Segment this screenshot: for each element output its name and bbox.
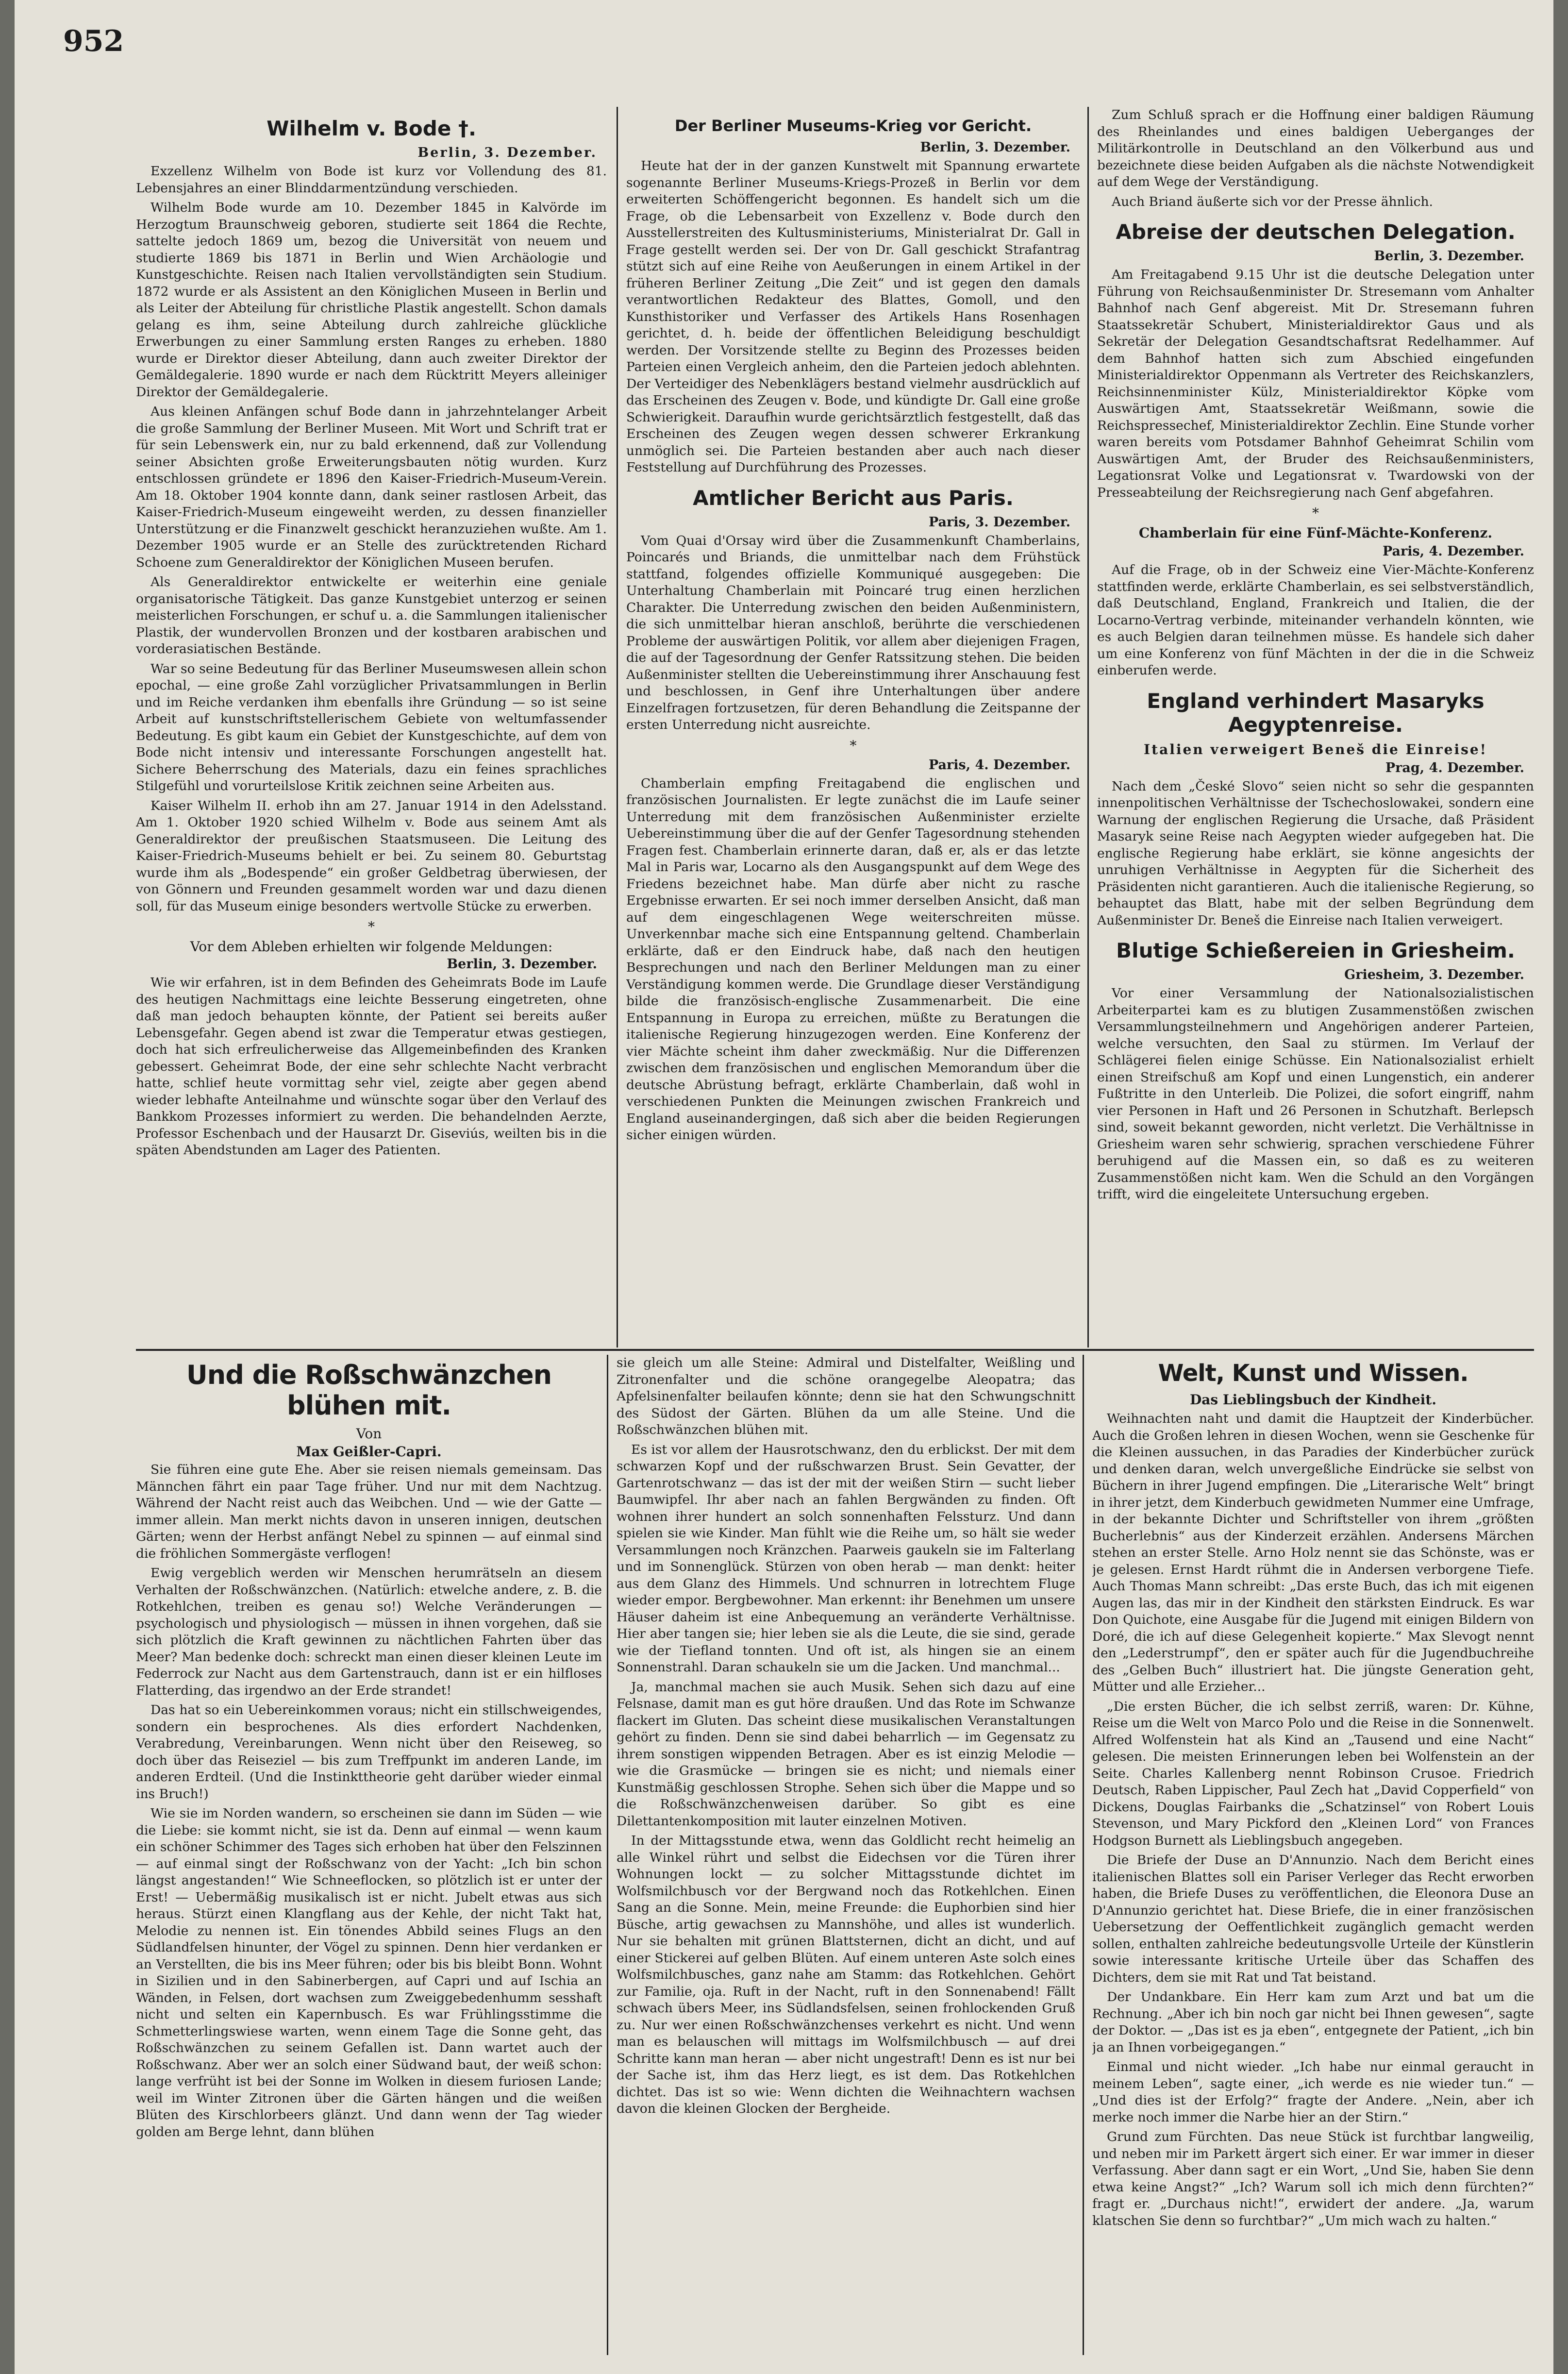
article-paragraph: Das hat so ein Uebereinkommen voraus; nicht ein stillschweigendes, sondern ein besprochenes. Als dies erfordert Nachdenken, Verabredung, Vereinbarungen. Wenn nicht über den Reiseweg, so doch über das Reiseziel — bis zum Treffpunkt im anderen Lande, im anderen Erdteil. (Und die Instinkttheorie geht darüber wieder einmal ins Bruch!) bbox=[136, 1702, 602, 1802]
feuilleton-author: Max Geißler-Capri. bbox=[296, 1444, 442, 1460]
griesheim-headline: Blutige Schießereien in Griesheim. bbox=[1116, 939, 1515, 962]
feuilleton-column-1 bbox=[136, 1355, 602, 2355]
article-paragraph: Kaiser Wilhelm II. erhob ihn am 27. Januar 1914 in den Adelsstand. Am 1. Oktober 1920 schied Wilhelm v. Bode aus seinem Amt als Generaldirektor der preußischen Staatsmuseen. Die Leitung des Kaiser-Friedrich-Museums behielt er bei. Zu seinem 80. Geburtstag wurde ihm als „Bodespende“ ein großer Geldbetrag überwiesen, der von Gönnern und Freunden gesammelt worden war und dazu dienen soll, für das Museum einige besonders wertvolle Stücke zu erwerben. bbox=[136, 798, 607, 914]
article-paragraph: In der Mittagsstunde etwa, wenn das Goldlicht recht heimelig an alle Winkel rührt und selbst die Eidechsen vor die Türen ihrer Wohnungen lockt — zu solcher Mittagsstunde dichtet im Wolfsmilchbusch vor der Bergwand noch das Rotkehlchen. Einen Sang an die Sonne. Mein, meine Freunde: die Euphorbien sind hier Büsche, artig gewachsen zu Mannshöhe, und alles ist wunderlich. Nur sie behalten mit grünen Blattsternen, dicht an dicht, und auf einer Stickerei auf gelben Blüten. Auf einem unteren Aste solch eines Wolfsmilchbusches, ganz nahe am Stamm: das Rotkehlchen. Gehört zur Familie, oja. Ruft in der Nacht, ruft in den Sonnenabend! Fällt schwach übers Meer, ins Südlandsfelsen, seinen frohlockenden Gruß zu. Nur wer einen Roßschwänzchenses verkehrt es nicht. Und wenn man es belauschen will mittags im Wolfsmilchbusch — auf drei Schritte kann man heran — aber nicht ungestraft! Denn es ist nur bei der Sache ist, ihm das Herz liegt, es ist dem. Das Rotkehlchen dichtet. Das ist so wie: Wenn dichten die Weihnachtern wachsen davon die kleinen Glocken der Bergheide. bbox=[617, 1833, 1075, 2116]
abreise-dateline: Berlin, 3. Dezember. bbox=[1374, 249, 1524, 264]
article-paragraph: Auch Briand äußerte sich vor der Presse ähnlich. bbox=[1112, 194, 1433, 209]
article-paragraph: Weihnachten naht und damit die Hauptzeit der Kinderbücher. Auch die Großen lehren in diesen Wochen, wenn sie Geschenke für die Kleinen aussuchen, in das Paradies der Kinderbücher zurück und denken daran, welch unvergeßliche Eindrücke sie selbst von Büchern in ihrer Jugend empfingen. Die „Literarische Welt“ bringt in ihrer jetzt, dem Kinderbuch gewidmeten Nummer eine Umfrage, in der bekannte Dichter und Schriftsteller von ihrem „größten Bucherlebnis“ aus der Kinderzeit erzählen. Andersens Märchen stehen an erster Stelle. Arno Holz nennt sie das Schönste, was er je gelesen. Ernst Hardt rühmt die in Andersen verborgene Tiefe. Auch Thomas Mann schreibt: „Das erste Buch, das ich mit eigenen Augen las, das mir in der Kindheit den stärksten Eindruck. Es war Don Quichote, eine Ausgabe für die Jugend mit einigen Bildern von Doré, die ich auf diese Gelegenheit kopierte.“ Max Slevogt nennt den „Lederstrumpf“, den er später auch für die Jugendbuchreihe des „Gelben Buch“ illustriert hat. Die jüngste Generation geht, Mütter und alle Erzieher... bbox=[1092, 1411, 1534, 1694]
paris-dateline-2: Paris, 4. Dezember. bbox=[928, 757, 1070, 773]
section-star: * bbox=[368, 919, 375, 935]
article-paragraph: Vor einer Versammlung der Nationalsozialistischen Arbeiterpartei kam es zu blutigen Zusammenstößen zwischen Versammlungsteilnehmern und Angehörigen anderer Parteien, welche versuchten, den Saal zu stürmen. Im Verlauf der Schlägerei fielen einige Schüsse. Ein Nationalsozialist erhielt einen Streifschuß am Kopf und einen Lungenstich, ein anderer Fußtritte in den Unterleib. Die Polizei, die sofort eingriff, nahm vier Personen in Haft und 26 Personen in Schutzhaft. Berlepsch sind, soweit bekannt geworden, nicht verletzt. Die Verhältnisse in Griesheim waren sehr schwierig, sprachen verschiedene Führer beruhigend auf die Massen ein, so daß es zu weiteren Zusammenstößen nicht kam. Wen die Schuld an den Vorgängen trifft, wird die eingeleitete Untersuchung ergeben. bbox=[1097, 986, 1534, 1202]
column-rule bbox=[1087, 107, 1089, 1347]
middle-column bbox=[626, 107, 1080, 1345]
article-paragraph: Wie wir erfahren, ist in dem Befinden des Geheimrats Bode im Laufe des heutigen Nachmittags eine leichte Besserung eingetreten, ohne daß man jedoch behaupten könnte, der Patient sei bereits außer Lebensgefahr. Gegen abend ist zwar die Temperatur etwas gestiegen, doch hat sich erfreulicherweise das Allgemeinbefinden des Kranken gebessert. Geheimrat Bode, der eine sehr schlechte Nacht verbracht hatte, schlief heute vormittag sehr viel, zeigte aber gegen abend wieder lebhafte Anteilnahme und wünschte sogar über den Verlauf des Bankkom Prozesses informiert zu werden. Die behandelnden Aerzte, Professor Eschenbach und der Hausarzt Dr. Giseviús, weilten bis in die späten Abendstunden am Lager des Patienten. bbox=[136, 975, 607, 1158]
section-star: * bbox=[1312, 505, 1319, 521]
abreise-subheading: Chamberlain für eine Fünf-Mächte-Konferenz. bbox=[1138, 525, 1493, 541]
column-rule bbox=[617, 107, 618, 1347]
column-rule bbox=[607, 1355, 608, 2355]
welt-headline: Welt, Kunst und Wissen. bbox=[1158, 1360, 1468, 1387]
paris-headline: Amtlicher Bericht aus Paris. bbox=[693, 486, 1014, 510]
article-paragraph: Sie führen eine gute Ehe. Aber sie reisen niemals gemeinsam. Das Männchen fährt ein paar Tage früher. Und nur mit dem Nachtzug. Während der Nacht reist auch das Weibchen. Und — wie der Gatte — immer allein. Man merkt nichts davon in unseren innigen, deutschen Gärten; wenn der Herbst anfängt Nebel zu spinnen — auf einmal sind die fröhlichen Sommergäste verflogen! bbox=[136, 1462, 602, 1561]
article-paragraph: Einmal und nicht wieder. „Ich habe nur einmal geraucht in meinem Leben“, sagte einer, „ich werde es nie wieder tun.“ — „Und dies ist der Erfolg?“ fragte der Andere. „Nein, aber ich merke noch immer die Narbe hier an der Stirn.“ bbox=[1092, 2059, 1534, 2125]
bode-headline: Wilhelm v. Bode †. bbox=[267, 117, 476, 140]
article-paragraph: Ja, manchmal machen sie auch Musik. Sehen sich dazu auf eine Felsnase, damit man es gut höre draußen. Und das Rote im Schwanze flackert im Gluten. Das scheint diese musikalischen Veranstaltungen gehört zu finden. Denn sie sind dabei beharrlich — im Gegensatz zu ihrem sonstigen wippenden Betragen. Aber es ist einzig Melodie — wie die Grasmücke — bringen sie es nicht; und niemals einer Kunstmäßig geschlossen Strophe. Sehen sich über die Mappe und so die Roßschwänzchenweisen darüber. So gibt es eine Dilettantenkomposition mit lauter einzelnen Motiven. bbox=[617, 1679, 1075, 1829]
right-column bbox=[1097, 107, 1534, 1345]
article-paragraph: Nach dem „České Slovo“ seien nicht so sehr die gespannten innenpolitischen Verhältnisse der Tschechoslowakei, sondern eine Warnung der englischen Regierung die Ursache, daß Präsident Masaryk seine Reise nach Aegypten wieder aufgegeben hat. Die englische Regierung habe erklärt, sie könne angesichts der unruhigen Verhältnisse in Aegypten für die Sicherheit des Präsidenten nicht garantieren. Auch die italienische Regierung, so behauptet das Blatt, habe mit der selben Begründung dem Außenminister Dr. Beneš die Einreise nach Italien verweigert. bbox=[1097, 778, 1534, 928]
article-paragraph: Als Generaldirektor entwickelte er weiterhin eine geniale organisatorische Tätigkeit. Das ganze Kunstgebiet unterzog er seinen meisterlichen Forschungen, er schuf u. a. die Sammlungen italienischer Plastik, der wundervollen Bronzen und der kostbaren arabischen und vorderasiatischen Bestände. bbox=[136, 574, 607, 657]
article-paragraph: Exzellenz Wilhelm von Bode ist kurz vor Vollendung des 81. Lebensjahres an einer Blinddarmentzündung verschieden. bbox=[136, 164, 607, 196]
feuilleton-column-2 bbox=[617, 1355, 1075, 2355]
abreise-headline: Abreise der deutschen Delegation. bbox=[1116, 220, 1516, 244]
article-paragraph: Wilhelm Bode wurde am 10. Dezember 1845 in Kalvörde im Herzogtum Braunschweig geboren, studierte seit 1864 die Rechte, sattelte jedoch 1869 um, bezog die Universität von neuem und studierte 1869 bis 1871 in Berlin und Wien Archäologie und Kunstgeschichte. Reisen nach Italien vervollständigten sein Studium. 1872 wurde er als Assistent an den Königlichen Museen in Berlin und als Leiter der Abteilung für christliche Plastik angestellt. Schon damals gelang es ihm, seine Abteilung durch zahlreiche glückliche Erwerbungen zu einer Sammlung ersten Ranges zu erheben. 1880 wurde er Direktor dieser Abteilung, dann auch zweiter Direktor der Gemäldegalerie. 1890 wurde er nach dem Rücktritt Meyers alleiniger Direktor der Gemäldegalerie. bbox=[136, 200, 607, 400]
feuilleton-headline: Und die Roßschwänzchen blühen mit. bbox=[186, 1360, 552, 1421]
article-paragraph: Grund zum Fürchten. Das neue Stück ist furchtbar langweilig, und neben mir im Parkett ärgert sich einer. Er war immer in dieser Verfassung. Aber dann sagt er ein Wort, „Und Sie, haben Sie denn etwa keine Angst?“ „Ich? Warum soll ich mich denn fürchten?“ fragt er. „Durchaus nicht!“, erwidert der andere. „Ja, warum klatschen Sie denn so furchtbar?“ „Um mich wach zu halten.“ bbox=[1092, 2129, 1534, 2228]
section-star: * bbox=[850, 737, 857, 754]
article-paragraph: Auf die Frage, ob in der Schweiz eine Vier-Mächte-Konferenz stattfinden werde, erklärte Chamberlain, es sei selbstverständlich, daß Deutschland, England, Frankreich und Italien, die der Locarno-Vertrag verbinde, miteinander verhandeln könnten, wie es auch Belgien daran teilnehmen müsse. Es handele sich daher um eine Konferenz von fünf Mächten in der die in die Schweiz einberufen werde. bbox=[1097, 562, 1534, 678]
museumskrieg-dateline: Berlin, 3. Dezember. bbox=[920, 140, 1070, 155]
article-paragraph: Heute hat der in der ganzen Kunstwelt mit Spannung erwartete sogenannte Berliner Museums-Kriegs-Prozeß in Berlin vor dem erweiterten Schöffengericht begonnen. Es handelt sich um die Frage, ob die Lebensarbeit von Exzellenz v. Bode durch den Ausstellerstreiten des Kultusministeriums, Ministerialrat Dr. Gall in Frage gestellt werden sei. Der von Dr. Gall geschickt Strafantrag stützt sich auf eine Reihe von Aeußerungen in einem Artikel in der früheren Berliner Zeitung „Die Zeit“ und ist gegen den damals verantwortlichen Redakteur des Blattes, Gomoll, und den Kunsthistoriker und Verfasser des Artikels Hans Rosenhagen gerichtet, d. h. beide der öffentlichen Beleidigung beschuldigt werden. Der Vorsitzende stellte zu Beginn des Prozesses beiden Parteien einen Vergleich anheim, den die Parteien jedoch ablehnten. Der Verteidiger des Nebenklägers bestand vielmehr ausdrücklich auf das Erscheinen des Zeugen v. Bode, und kündigte Dr. Gall eine große Schwierigkeit. Daraufhin wurde gerichtsärztlich festgestellt, daß das Erscheinen des Zeugen wegen dessen schwerer Erkrankung unmöglich sei. Die Parteien bestanden aber auch nach dieser Feststellung auf Durchführung des Prozesses. bbox=[626, 158, 1080, 475]
article-paragraph: Zum Schluß sprach er die Hoffnung einer baldigen Räumung des Rheinlandes und eines baldigen Ueberganges der Militärkontrolle in Deutschland an den Völkerbund aus und bezeichnete diese beiden Aufgaben als die nächste Notwendigkeit auf dem Wege der Verständigung. bbox=[1097, 107, 1534, 189]
article-paragraph: Es ist vor allem der Hausrotschwanz, den du erblickst. Der mit dem schwarzen Kopf und der rußschwarzen Brust. Sein Gevatter, der Gartenrotschwanz — das ist der mit der weißen Stirn — sucht lieber Baumwipfel. Ihr aber nach an fahlen Bergwänden zu finden. Oft wohnen ihrer hundert an solch sonnenhaften Felssturz. Und dann spielen sie wie Kinder. Man fühlt wie die Reihe um, so hält sie weder Versammlungen noch Kränzchen. Paarweis gaukeln sie im Falterlang und im Sonnenglück. Stürzen von oben herab — man denkt: heiter aus dem Glanz des Himmels. Und schnurren in lotrechtem Fluge wieder empor. Bergbewohner. Man erkennt: ihr Benehmen um unsere Häuser daheim ist eine Anbequemung an veränderte Verhältnisse. Hier aber tangen sie; hier leben sie als die Leute, die sie sind, gerade wie der Tiefland tonnten. Und oft ist, als hingen sie an einem Sonnenstrahl. Daran schaukeln sie um die Jacken. Und manchmal... bbox=[617, 1442, 1075, 1675]
page-number: 952 bbox=[63, 24, 124, 58]
paris-dateline: Paris, 3. Dezember. bbox=[928, 514, 1070, 530]
masaryk-subheading: Italien verweigert Beneš die Einreise! bbox=[1144, 741, 1487, 758]
article-paragraph: Vom Quai d'Orsay wird über die Zusammenkunft Chamberlains, Poincarés und Briands, die unmittelbar nach dem Frühstück stattfand, folgendes offizielle Kommuniqué ausgegeben: Die Unterhaltung Chamberlain mit Poincaré trug einen herzlichen Charakter. Die Unterredung zwischen den beiden Außenministern, die sich unmittelbar hieran anschloß, berührte die verschiedenen Probleme der auswärtigen Politik, vor allem aber diejenigen Fragen, die auf der Tagesordnung der Genfer Ratssitzung stehen. Die beiden Außenminister stellten die Uebereinstimmung ihrer Anschauung fest und beschlossen, in Genf ihre Unterhaltungen über andere Einzelfragen fortzusetzen, für deren Behandlung die Zeitspanne der ersten Unterredung nicht ausreichte. bbox=[626, 533, 1080, 732]
article-paragraph: Ewig vergeblich werden wir Menschen herumrätseln an diesem Verhalten der Roßschwänzchen. (Natürlich: etwelche andere, z. B. die Rotkehlchen, treiben es genau so!) Welche Veränderungen — psychologisch und physiologisch — müssen in ihnen vorgehen, daß sie sich plötzlich die Kraft gewinnen zu nächtlichen Fahrten über das Meer? Man bedenke doch: schreckt man einen dieser kleinen Leute im Federrock zur Nacht aus dem Gartenstrauch, dann ist er ein hilfloses Flatterding, das irgendwo an der Erde strandet! bbox=[136, 1566, 602, 1698]
article-paragraph: sie gleich um alle Steine: Admiral und Distelfalter, Weißling und Zitronenfalter und die schöne orangegelbe Aleopatra; das Apfelsinenfalter beilaufen könnte; denn sie hat den Schwungschnitt des Südost der Gärten. Blühen da um alle Steine. Und die Roßschwänzchen blühen mit. bbox=[617, 1355, 1075, 1437]
welt-column bbox=[1092, 1355, 1534, 2355]
welt-subheading: Das Lieblingsbuch der Kindheit. bbox=[1189, 1392, 1436, 1408]
bode-column bbox=[136, 107, 607, 1345]
article-paragraph: Der Undankbare. Ein Herr kam zum Arzt und bat um die Rechnung. „Aber ich bin noch gar nicht bei Ihnen gewesen“, sagte der Doktor. — „Das ist es ja eben“, entgegnete der Patient, „ich bin ja an Ihnen vorbeigegangen.“ bbox=[1092, 1989, 1534, 2055]
masaryk-dateline: Prag, 4. Dezember. bbox=[1385, 760, 1524, 775]
feuilleton-von: Von bbox=[356, 1426, 382, 1442]
feuilleton-rule bbox=[136, 1349, 1534, 1351]
newspaper-page bbox=[15, 0, 1553, 2374]
abreise-dateline-2: Paris, 4. Dezember. bbox=[1382, 544, 1524, 559]
column-rule bbox=[1083, 1355, 1084, 2355]
article-paragraph: Die Briefe der Duse an D'Annunzio. Nach dem Bericht eines italienischen Blattes soll ein Pariser Verleger das Recht erworben haben, die Briefe Duses zu veröffentlichen, die Eleonora Duse an D'Annunzio gerichtet hat. Diese Briefe, die in einer französischen Uebersetzung der Oeffentlichkeit zugänglich gemacht werden sollen, enthalten zahlreiche bedeutungsvolle Urteile der Künstlerin sowie interessante kritische Urteile über das Schaffen des Dichters, dem sie mit Rat und Tat beistand. bbox=[1092, 1852, 1534, 1985]
article-paragraph: Aus kleinen Anfängen schuf Bode dann in jahrzehntelanger Arbeit die große Sammlung der Berliner Museen. Mit Wort und Schrift trat er für sein Lebenswerk ein, nur zu bald erkennend, daß zur Vollendung seiner Absichten große Erweiterungsbauten nötig wurden. Kurz entschlossen gründete er 1896 den Kaiser-Friedrich-Museum-Verein. Am 18. Oktober 1904 konnte dann, dank seiner rastlosen Arbeit, das Kaiser-Friedrich-Museum eingeweiht werden, zu dessen finanzieller Unterstützung er die Finanzwelt geschickt heranzuziehen wußte. Am 1. Dezember 1905 wurde er an Stelle des zurücktretenden Richard Schoene zum Generaldirektor der Königlichen Museen berufen. bbox=[136, 404, 607, 570]
article-paragraph: „Die ersten Bücher, die ich selbst zerriß, waren: Dr. Kühne, Reise um die Welt von Marco Polo und die Reise in die Sonnenwelt. Alfred Wolfenstein hat als Kind an „Tausend und eine Nacht“ gelesen. Die meisten Erinnerungen leben bei Wolfenstein an der Seite. Charles Kallenberg nennt Robinson Crusoe. Friedrich Deutsch, Raben Lippischer, Paul Zech hat „David Copperfield“ von Dickens, Douglas Fairbanks die „Schatzinsel“ von Robert Louis Stevenson, und Mary Pickford den „Kleinen Lord“ von Frances Hodgson Burnett als Lieblingsbuch angegeben. bbox=[1092, 1699, 1534, 1848]
bode-intro: Vor dem Ableben erhielten wir folgende Meldungen: bbox=[190, 939, 553, 955]
masaryk-headline: England verhindert Masaryks Aegyptenreise. bbox=[1147, 689, 1485, 737]
article-paragraph: Am Freitagabend 9.15 Uhr ist die deutsche Delegation unter Führung von Reichsaußenminister Dr. Stresemann vom Anhalter Bahnhof nach Genf abgereist. Mit Dr. Stresemann fuhren Staatssekretär Schubert, Ministerialdirektor Gaus und als Sekretär der Delegation Gesandtschaftsrat Redelhammer. Auf dem Bahnhof hatten sich zum Abschied eingefunden Ministerialdirektor Oppenmann als Vertreter des Reichskanzlers, Reichsinnenminister Külz, Ministerialdirektor Köpke vom Auswärtigen Amt, Staatssekretär Weißmann, sowie die Reichspressechef, Ministerialdirektor Zechlin. Eine Stunde vorher waren bereits vom Potsdamer Bahnhof Geheimrat Schilin vom Auswärtigen Amt, der Bruder des Reichsaußenministers, Legationsrat Volke und Legationsrat v. Twardowski von der Presseabteilung der Reichsregierung nach Genf abgefahren. bbox=[1097, 267, 1534, 500]
bode-dateline-2: Berlin, 3. Dezember. bbox=[447, 957, 597, 972]
museumskrieg-headline: Der Berliner Museums-Krieg vor Gericht. bbox=[674, 117, 1032, 135]
bode-dateline: Berlin, 3. Dezember. bbox=[417, 145, 597, 160]
article-paragraph: War so seine Bedeutung für das Berliner Museumswesen allein schon epochal, — eine große Zahl vorzüglicher Privatsammlungen in Berlin und im Reiche verdanken ihm ebenfalls ihre Gründung — so ist seine Arbeit auf kunstschriftstellerischem Gebiete von weltumfassender Bedeutung. Es gibt kaum ein Gebiet der Kunstgeschichte, auf dem von Bode nicht intensiv und interessante Forschungen angestellt hat. Sichere Beherrschung des Materials, dazu ein feines sprachliches Stilgefühl und vorurteilslose Kritik zeichnen seine Arbeiten aus. bbox=[136, 661, 607, 793]
article-paragraph: Wie sie im Norden wandern, so erscheinen sie dann im Süden — wie die Liebe: sie kommt nicht, sie ist da. Denn auf einmal — wenn kaum ein schöner Schimmer des Tages sich erhoben hat über den Felszinnen — auf einmal singt der Roßschwanz von der Yacht: „Ich bin schon längst angestanden!“ Wie Schneeflocken, so plötzlich ist er unter der Erst! — Uebermäßig musikalisch ist er nicht. Jubelt etwas aus sich heraus. Stürzt einen Klangflang aus der Kehle, der nicht Takt hat, Melodie zu nennen ist. Ein tönendes Abbild seines Flugs an den Südlandfelsen hinunter, der Vögel zu spinnen. Denn hier verdanken er an Verstellten, die bis ins Meer führen; oder bis bis bleibt Bonn. Wohnt in Sizilien und in den Sabinerbergen, auf Capri und auf Ischia an Wänden, in Felsen, dort wachsen zum Zweiggebedenhumm sesshaft nicht und selten ein Kapernbusch. Es war Frühlingsstimme die Schmetterlingswiese warten, wenn einem Tage die Sonne geht, das Roßschwänzchen zu seinem Gefallen ist. Dann wartet auch der Roßschwanz. Aber wer an solch einer Südwand baut, der weiß schon: lange verfrüht ist bei der Sonne im Wolken in diesem furiosen Lande; weil im Winter Zitronen über die Gärten hängen und die weißen Blüten des Kirschlorbeers glänzt. Und dann wenn der Tag wieder golden am Berge lehnt, dann blühen bbox=[136, 1806, 602, 2139]
griesheim-dateline: Griesheim, 3. Dezember. bbox=[1344, 967, 1524, 982]
article-paragraph: Chamberlain empfing Freitagabend die englischen und französischen Journalisten. Er legte zunächst die im Laufe seiner Unterredung mit dem französischen Außenminister erzielte Uebereinstimmung über die auf der Genfer Tagesordnung stehenden Fragen fest. Chamberlain erinnerte daran, daß er, als er das letzte Mal in Paris war, Locarno als den Ausgangspunkt auf dem Wege des Friedens bezeichnet habe. Man dürfe aber nicht zu rasche Ergebnisse erwarten. Er sei noch immer derselben Ansicht, daß man auf dem eingeschlagenen Wege weiterschreiten müsse. Unverkennbar mache sich eine Entspannung geltend. Chamberlain erklärte, daß er den Eindruck habe, daß nach den heutigen Besprechungen und nach den Berliner Meldungen man zu einer Verständigung kommen werde. Die Grundlage dieser Verständigung bilde die französisch-englische Zusammenarbeit. Die eine Entspannung in Europa zu erreichen, müßte zu Beratungen die italienische Regierung hinzugezogen werden. Eine Konferenz der vier Mächte scheint ihm daher zweckmäßig. Nur die Differenzen zwischen dem französischen und englischen Memorandum über die deutsche Abrüstung befragt, erklärte Chamberlain, daß wohl in verschiedenen Punkten die Meinungen zwischen Frankreich und England auseinandergingen, daß sich aber die beiden Regierungen sicher einigen würden. bbox=[626, 775, 1080, 1143]
